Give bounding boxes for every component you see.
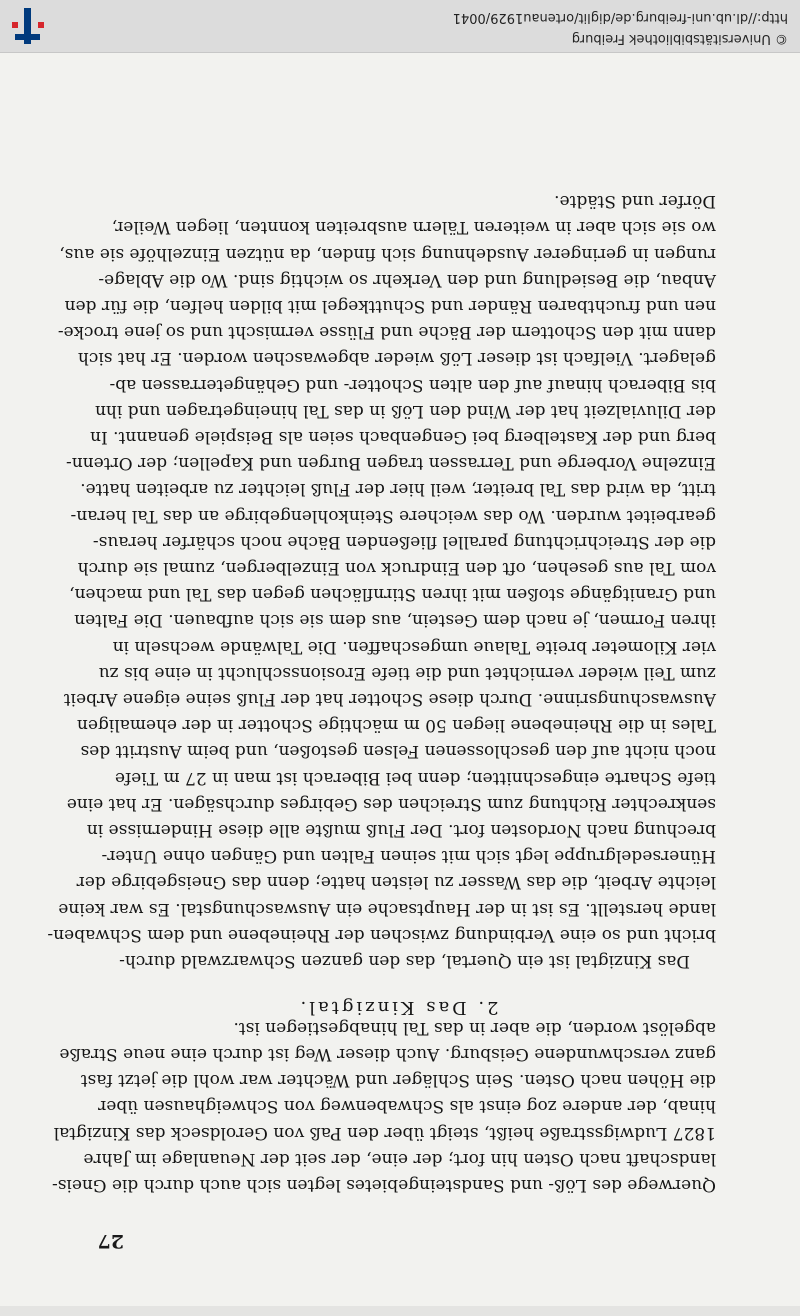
text-line: hinab, der andere zog einst als Schwabenweg von Schweighausen über	[98, 1096, 716, 1117]
text-line: Das Kinzigtal ist ein Quertal, das den ganzen Schwarzwald durch-	[119, 951, 690, 971]
text-line: Hünersedelgruppe legt sich mit seinen Falten und Gängen ohne Unter-	[101, 846, 716, 867]
text-line: vier Kilometer breite Talaue umgeschaffen. Die Talwände wechseln in	[112, 636, 716, 657]
text-line: und Granitgänge stoßen mit ihren Stirnflächen gegen das Tal und machen,	[69, 584, 716, 605]
text-line: gearbeitet wurden. Wo das weichere Steinkohlengebirge an das Tal heran-	[70, 505, 716, 526]
text-line: Einzelne Vorberge und Terrassen tragen Burgen und Kapellen; der Ortenn-	[66, 453, 716, 474]
scan-edge	[0, 1306, 800, 1316]
text-line: tiefe Scharte eingeschnitten; denn bei Biberach ist man in 27 m Tiefe	[114, 767, 716, 788]
text-line: Auswaschungsrinne. Durch diese Schotter hat der Fluß seine eigene Arbeit	[63, 688, 716, 709]
text-line: abgelöst worden, die aber in das Tal hinabgestiegen ist.	[233, 1017, 716, 1038]
source-bar	[0, 0, 800, 53]
text-line: noch nicht auf den geschlossenen Felsen gestoßen, und beim Austritt des	[80, 741, 716, 762]
copyright-text: © Universitätsbibliothek Freiburg	[571, 31, 788, 46]
text-line: rungen in geringerer Ausdehnung sich finden, da nützen Einzelhöfe sie aus,	[59, 243, 716, 264]
text-line: ganz verschwundene Geisburg. Auch dieser Weg ist durch eine neue Straße	[59, 1043, 716, 1064]
text-line: nen und fruchtbaren Ränder und Schuttkegel mit bilden helfen, die für den	[64, 295, 716, 316]
page-number: 27	[97, 1230, 124, 1252]
section-heading: 2. Das Kinzigtal.	[297, 997, 499, 1018]
text-line: der Diluvialzeit hat der Wind den Löß in das Tal hineingetragen und ihn	[94, 400, 716, 421]
paragraph-intro	[52, 1015, 716, 1198]
text-line: leichte Arbeit, die das Wasser zu leisten hatte; denn das Gneisgebirge der	[76, 872, 716, 893]
text-line: berg und der Kastelberg bei Gengenbach seien als Beispiele genannt. In	[90, 426, 716, 447]
text-line: ihren Formen, je nach dem Gestein, aus dem sie sich aufbauen. Die Falten	[74, 610, 716, 631]
text-line: vom Tal aus gesehen, oft den Eindruck von Einzelbergen, zumal sie durch	[77, 557, 716, 578]
text-line: bis Biberach hinauf auf den alten Schotter- und Gehängeterrassen ab-	[109, 374, 716, 395]
text-line: landschaft nach Osten hin fort; der eine, der seit der Neuanlage im Jahre	[83, 1148, 716, 1169]
text-line: tritt, da wird das Tal breiter, weil hier der Fluß leichter zu arbeiten hatte.	[80, 479, 716, 500]
text-line: die der Streichrichtung parallel fließenden Bäche noch schärfer heraus-	[92, 531, 716, 552]
scanned-page	[0, 52, 800, 1316]
text-line: Tales in die Rheinebene liegen 50 m mächtige Schotter in der ehemaligen	[76, 715, 716, 736]
source-url-link[interactable]: http://dl.ub.uni-freiburg.de/diglit/ortenau1929/0041	[452, 10, 788, 25]
text-line: Dörfer und Städte.	[554, 191, 716, 212]
text-line: Anbau, die Besiedlung und den Verkehr so wichtig sind. Wo die Ablage-	[98, 269, 716, 290]
text-line: bricht und so eine Verbindung zwischen der Rheinebene und dem Schwaben-	[47, 924, 716, 945]
text-line: 1827 Ludwigsstraße heißt, steigt über den Paß von Geroldseck das Kinzigtal	[53, 1122, 716, 1143]
text-line: lande herstellt. Es ist in der Hauptsache ein Auswaschungstal. Es war keine	[58, 898, 716, 919]
text-line: die Höhen nach Osten. Sein Schläger und Wächter war wohl die jetzt fast	[80, 1070, 716, 1091]
library-logo-icon	[10, 6, 46, 46]
text-line: zum Teil wieder vernichtet und die tiefe Erosionsschlucht in eine bis zu	[98, 662, 716, 683]
text-line: wo sie sich aber in weiteren Tälern ausbreiten konnten, liegen Weiler,	[111, 217, 716, 238]
text-line: gelagert. Vielfach ist dieser Löß wieder abgewaschen worden. Er hat sich	[77, 348, 716, 369]
paragraph-kinzigtal	[47, 188, 716, 974]
text-line: dann mit den Schottern der Bäche und Flüsse vermischt und so jene trocke-	[57, 322, 716, 343]
text-line: senkrechter Richtung zum Streichen des Gebirges durchsägen. Er hat eine	[66, 793, 716, 814]
text-line: brechung nach Nordosten fort. Der Fluß mußte alle diese Hindernisse in	[86, 819, 716, 840]
text-line: Querwege des Löß- und Sandsteingebietes legten sich auch durch die Gneis-	[52, 1175, 716, 1195]
